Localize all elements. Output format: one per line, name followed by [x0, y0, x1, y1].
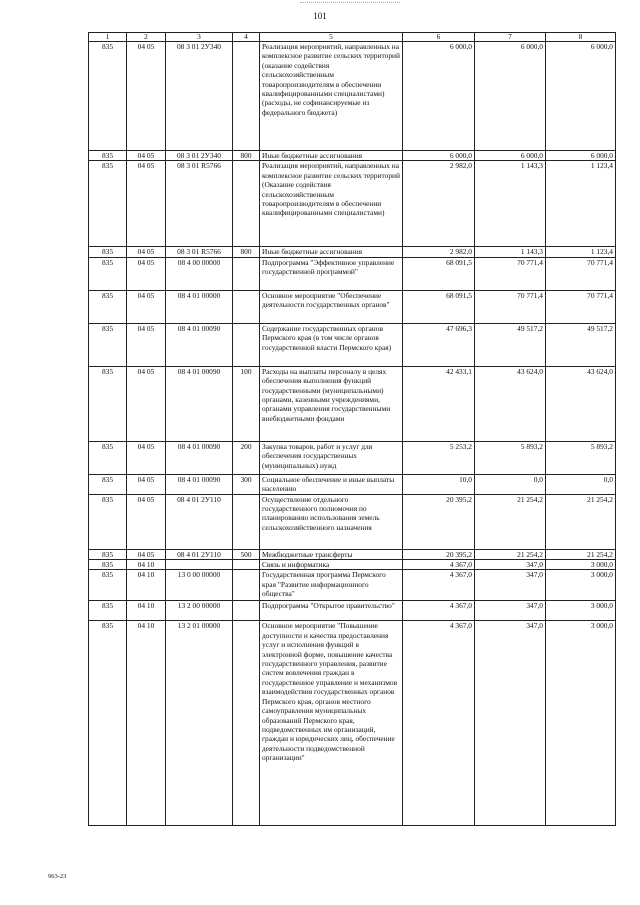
cell-grbs: 835 — [89, 366, 127, 441]
cell-amount-2: 43 624,0 — [475, 366, 546, 441]
cell-description: Межбюджетные трансферты — [260, 549, 403, 559]
cell-amount-1: 5 253,2 — [403, 441, 475, 474]
cell-amount-1: 6 000,0 — [403, 42, 475, 151]
cell-target-article: 08 4 00 00000 — [166, 257, 233, 290]
page-number: 101 — [313, 11, 327, 21]
cell-description: Иные бюджетные ассигнования — [260, 151, 403, 161]
cell-amount-1: 6 000,0 — [403, 151, 475, 161]
cell-amount-3: 21 254,2 — [546, 549, 616, 559]
header-col-3: 3 — [166, 33, 233, 42]
cell-section: 04 05 — [127, 42, 166, 151]
cell-expense-type — [233, 290, 260, 323]
cell-grbs: 835 — [89, 441, 127, 474]
table-row — [89, 621, 616, 826]
cell-expense-type — [233, 257, 260, 290]
header-col-7: 7 — [475, 33, 546, 42]
cell-amount-2: 70 771,4 — [475, 290, 546, 323]
cell-grbs: 835 — [89, 549, 127, 559]
cell-amount-2: 347,0 — [475, 560, 546, 570]
cell-amount-2: 21 254,2 — [475, 549, 546, 559]
cell-target-article — [166, 560, 233, 570]
cell-target-article: 13 2 00 00000 — [166, 601, 233, 621]
cell-expense-type: 800 — [233, 151, 260, 161]
cell-target-article: 13 0 00 00000 — [166, 570, 233, 601]
header-col-4: 4 — [233, 33, 260, 42]
cell-amount-1: 68 091,5 — [403, 290, 475, 323]
cell-amount-3: 6 000,0 — [546, 151, 616, 161]
cell-section: 04 05 — [127, 441, 166, 474]
cell-expense-type — [233, 601, 260, 621]
cell-description: Реализация мероприятий, направленных на комплексное развитие сельских территорий (оказание содействия сельскохозяйственным товаропроизводителям в обеспечении квалифицированными специалистами) (расходы, не софинансируемые из федерального бюджета) — [260, 42, 403, 151]
cell-target-article: 13 2 01 00000 — [166, 621, 233, 826]
cell-section: 04 05 — [127, 161, 166, 247]
cell-expense-type — [233, 621, 260, 826]
cell-expense-type — [233, 42, 260, 151]
cell-description: Реализация мероприятий, направленных на комплексное развитие сельских территорий (Оказание содействия сельскохозяйственным товаропроизводителям в обеспечении квалифицированными специалистами) — [260, 161, 403, 247]
cell-amount-2: 347,0 — [475, 601, 546, 621]
header-col-8: 8 — [546, 33, 616, 42]
table-row — [89, 549, 616, 559]
cell-description: Основное мероприятие "Обеспечение деятельности государственных органов" — [260, 290, 403, 323]
table-row — [89, 42, 616, 151]
cell-target-article: 08 4 01 2У110 — [166, 549, 233, 559]
cell-amount-3: 0,0 — [546, 474, 616, 494]
table-row — [89, 247, 616, 257]
cell-section: 04 05 — [127, 494, 166, 549]
cell-amount-2: 1 143,3 — [475, 247, 546, 257]
cell-expense-type: 100 — [233, 366, 260, 441]
cell-amount-3: 5 893,2 — [546, 441, 616, 474]
cell-grbs: 835 — [89, 161, 127, 247]
cell-target-article: 08 3 01 R5766 — [166, 247, 233, 257]
cell-amount-1: 20 395,2 — [403, 549, 475, 559]
cell-description: Государственная программа Пермского края "Развитие информационного общества" — [260, 570, 403, 601]
cell-amount-1: 4 367,0 — [403, 601, 475, 621]
cell-expense-type — [233, 323, 260, 366]
cell-description: Расходы на выплаты персоналу в целях обеспечения выполнения функций государственными (муниципальными) органами, казенными учреждениями, органами управления государственными внебюджетными фондами — [260, 366, 403, 441]
top-scan-artifact — [300, 2, 400, 5]
table-body — [89, 42, 616, 826]
cell-description: Иные бюджетные ассигнования — [260, 247, 403, 257]
header-col-1: 1 — [89, 33, 127, 42]
table-row — [89, 601, 616, 621]
table-row — [89, 560, 616, 570]
cell-amount-2: 1 143,3 — [475, 161, 546, 247]
cell-amount-2: 6 000,0 — [475, 151, 546, 161]
cell-amount-3: 1 123,4 — [546, 247, 616, 257]
cell-section: 04 10 — [127, 621, 166, 826]
cell-amount-1: 4 367,0 — [403, 570, 475, 601]
cell-grbs: 835 — [89, 247, 127, 257]
cell-grbs: 835 — [89, 42, 127, 151]
cell-section: 04 10 — [127, 601, 166, 621]
cell-amount-1: 4 367,0 — [403, 560, 475, 570]
cell-expense-type: 300 — [233, 474, 260, 494]
cell-target-article: 08 3 01 2У340 — [166, 42, 233, 151]
cell-description: Подпрограмма "Открытое правительство" — [260, 601, 403, 621]
cell-amount-2: 0,0 — [475, 474, 546, 494]
cell-target-article: 08 4 01 00090 — [166, 441, 233, 474]
cell-expense-type — [233, 560, 260, 570]
cell-target-article: 08 4 01 00090 — [166, 366, 233, 441]
cell-description: Подпрограмма "Эффективное управление государственной программой" — [260, 257, 403, 290]
cell-amount-3: 49 517,2 — [546, 323, 616, 366]
cell-target-article: 08 4 01 00090 — [166, 474, 233, 494]
cell-amount-2: 347,0 — [475, 570, 546, 601]
cell-section: 04 05 — [127, 323, 166, 366]
cell-grbs: 835 — [89, 290, 127, 323]
cell-amount-1: 10,0 — [403, 474, 475, 494]
cell-description: Осуществление отдельного государственного полномочия по планированию использования земель сельскохозяйственного назначения — [260, 494, 403, 549]
cell-grbs: 835 — [89, 494, 127, 549]
cell-grbs: 835 — [89, 474, 127, 494]
cell-grbs: 835 — [89, 601, 127, 621]
cell-amount-2: 70 771,4 — [475, 257, 546, 290]
cell-amount-3: 3 000,0 — [546, 570, 616, 601]
cell-amount-3: 1 123,4 — [546, 161, 616, 247]
cell-amount-1: 2 982,0 — [403, 247, 475, 257]
cell-section: 04 05 — [127, 151, 166, 161]
cell-amount-1: 20 395,2 — [403, 494, 475, 549]
cell-description: Содержание государственных органов Пермского края (в том числе органов государственной власти Пермского края) — [260, 323, 403, 366]
cell-amount-3: 6 000,0 — [546, 42, 616, 151]
cell-grbs: 835 — [89, 560, 127, 570]
cell-grbs: 835 — [89, 151, 127, 161]
table-row — [89, 151, 616, 161]
cell-section: 04 05 — [127, 549, 166, 559]
cell-target-article: 08 3 01 R5766 — [166, 161, 233, 247]
footer-code: 963-23 — [48, 873, 67, 880]
table-row — [89, 570, 616, 601]
cell-amount-3: 3 000,0 — [546, 601, 616, 621]
header-col-6: 6 — [403, 33, 475, 42]
cell-description: Закупка товаров, работ и услуг для обеспечения государственных (муниципальных) нужд — [260, 441, 403, 474]
cell-amount-3: 3 000,0 — [546, 621, 616, 826]
cell-amount-1: 2 982,0 — [403, 161, 475, 247]
cell-amount-3: 3 000,0 — [546, 560, 616, 570]
cell-amount-3: 70 771,4 — [546, 290, 616, 323]
cell-amount-1: 47 696,3 — [403, 323, 475, 366]
table-row — [89, 290, 616, 323]
cell-amount-3: 70 771,4 — [546, 257, 616, 290]
cell-amount-2: 6 000,0 — [475, 42, 546, 151]
cell-section: 04 05 — [127, 366, 166, 441]
cell-amount-2: 21 254,2 — [475, 494, 546, 549]
cell-grbs: 835 — [89, 621, 127, 826]
cell-amount-1: 68 091,5 — [403, 257, 475, 290]
cell-section: 04 05 — [127, 474, 166, 494]
cell-amount-2: 5 893,2 — [475, 441, 546, 474]
cell-expense-type — [233, 570, 260, 601]
cell-amount-1: 42 433,1 — [403, 366, 475, 441]
cell-expense-type: 500 — [233, 549, 260, 559]
cell-amount-3: 21 254,2 — [546, 494, 616, 549]
budget-table — [88, 32, 616, 826]
cell-target-article: 08 3 01 2У340 — [166, 151, 233, 161]
cell-grbs: 835 — [89, 323, 127, 366]
cell-amount-3: 43 624,0 — [546, 366, 616, 441]
cell-description: Связь и информатика — [260, 560, 403, 570]
table-row — [89, 366, 616, 441]
table-row — [89, 441, 616, 474]
cell-amount-1: 4 367,0 — [403, 621, 475, 826]
cell-description: Социальное обеспечение и иные выплаты населению — [260, 474, 403, 494]
table-row — [89, 323, 616, 366]
cell-amount-2: 347,0 — [475, 621, 546, 826]
cell-section: 04 10 — [127, 570, 166, 601]
cell-expense-type — [233, 494, 260, 549]
cell-section: 04 05 — [127, 257, 166, 290]
cell-section: 04 05 — [127, 290, 166, 323]
cell-grbs: 835 — [89, 257, 127, 290]
cell-target-article: 08 4 01 00090 — [166, 323, 233, 366]
cell-section: 04 10 — [127, 560, 166, 570]
cell-amount-2: 49 517,2 — [475, 323, 546, 366]
cell-target-article: 08 4 01 2У110 — [166, 494, 233, 549]
header-col-5: 5 — [260, 33, 403, 42]
cell-grbs: 835 — [89, 570, 127, 601]
cell-expense-type: 200 — [233, 441, 260, 474]
cell-expense-type: 800 — [233, 247, 260, 257]
header-col-2: 2 — [127, 33, 166, 42]
cell-expense-type — [233, 161, 260, 247]
cell-section: 04 05 — [127, 247, 166, 257]
table-row — [89, 161, 616, 247]
header-row — [89, 33, 616, 42]
table-row — [89, 474, 616, 494]
table-row — [89, 494, 616, 549]
cell-target-article: 08 4 01 00000 — [166, 290, 233, 323]
table-row — [89, 257, 616, 290]
cell-description: Основное мероприятие "Повышение доступности и качества предоставления услуг и исполнения функций в электронной форме, повышение качества государственного управления, развитие систем вовлечения граждан в государственное управление и механизмов взаимодействия государственных органов Пермского края, органов местного самоуправления муниципальных образований Пермского края, подведомственных им организаций, граждан и юридических лиц, обеспечение деятельности подведомственной организации" — [260, 621, 403, 826]
